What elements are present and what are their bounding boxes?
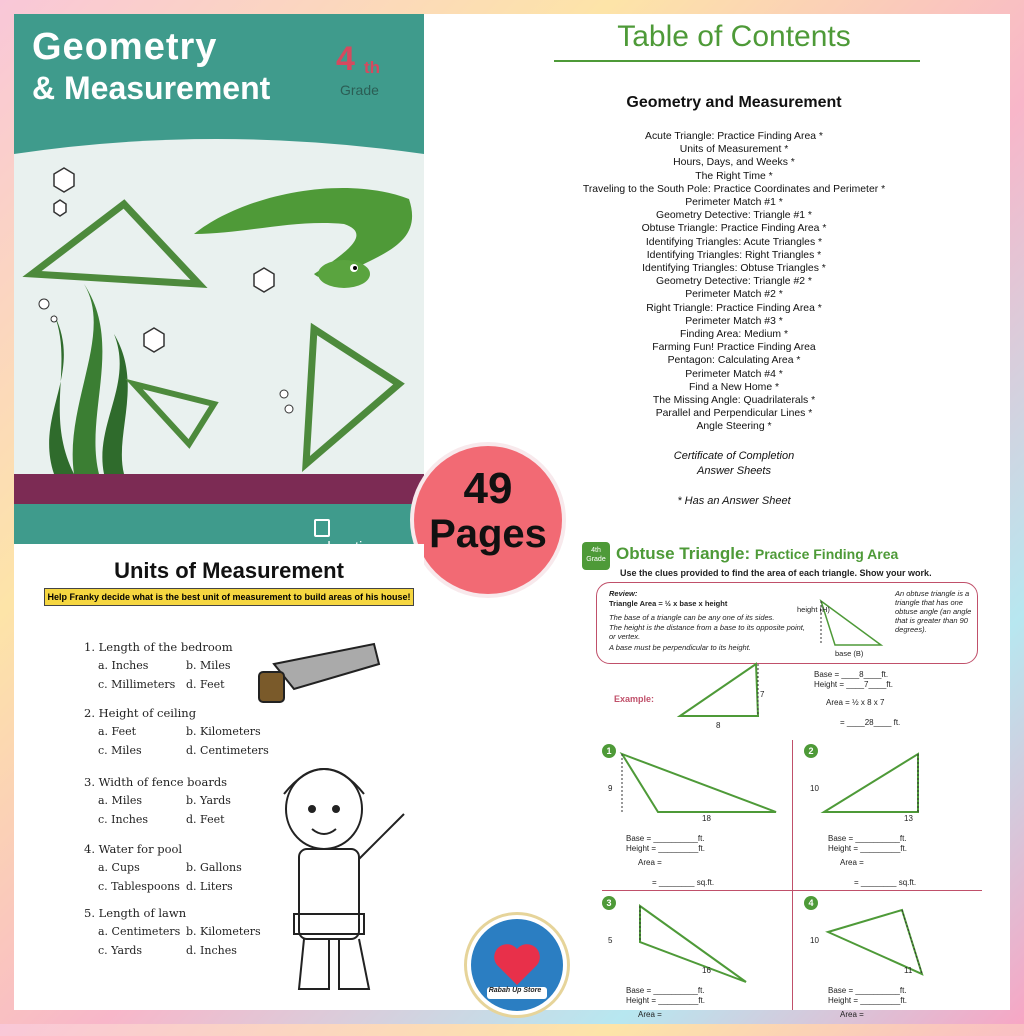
- side-label: 13: [904, 814, 913, 823]
- table-of-contents: [534, 14, 954, 524]
- example-area: Area = ½ x 8 x 7: [826, 698, 885, 707]
- example-height-side: 7: [760, 690, 765, 699]
- side-label: 10: [810, 784, 819, 793]
- answer-option: d. Inches: [186, 944, 237, 957]
- problem-4: [804, 896, 989, 1036]
- problem-triangle: [818, 750, 988, 836]
- toc-item: The Right Time *: [695, 170, 773, 182]
- review-label: Review:: [609, 589, 638, 598]
- problem-3: [602, 896, 787, 1036]
- toc-certificate: Certificate of Completion: [673, 450, 795, 462]
- book-icon: [314, 519, 330, 537]
- toc-item: Identifying Triangles: Obtuse Triangles *: [642, 263, 826, 275]
- toc-list: [534, 130, 934, 434]
- toc-item: Identifying Triangles: Right Triangles *: [646, 249, 822, 261]
- problem-1: [602, 744, 787, 887]
- answer-option: d. Feet: [186, 678, 225, 691]
- review-box: [596, 582, 978, 664]
- base-blank: Base = __________ft.: [626, 986, 705, 995]
- obtuse-title: [616, 544, 898, 564]
- heart-icon: [467, 915, 567, 1015]
- height-blank: Height = _________ft.: [828, 844, 907, 853]
- side-label: 16: [702, 966, 711, 975]
- grade-number: 4: [336, 40, 355, 78]
- answer-option: a. Cups: [98, 861, 140, 874]
- answer-option: c. Miles: [98, 744, 142, 757]
- book-cover: [14, 14, 424, 544]
- toc-item: Pentagon: Calculating Area *: [667, 355, 801, 367]
- toc-item: Geometry Detective: Triangle #2 *: [656, 276, 812, 288]
- grade-label: Grade: [340, 82, 379, 98]
- obtuse-instructions: Use the clues provided to find the area of each triangle. Show your work.: [620, 568, 932, 578]
- obtuse-title-rest: Practice Finding Area: [754, 546, 899, 562]
- question-text: 1. Length of the bedroom: [84, 640, 233, 654]
- answer-option: a. Feet: [98, 725, 137, 738]
- review-text-1: The base of a triangle can be any one of its sides.: [609, 613, 775, 622]
- review-text-3: A base must be perpendicular to its height.: [609, 643, 751, 652]
- cover-subtitle: & Measurement: [32, 70, 271, 106]
- toc-subheading: Geometry and Measurement: [626, 94, 842, 111]
- side-label: 18: [702, 814, 711, 823]
- problem-triangle: [616, 902, 786, 988]
- height-blank: Height = _________ft.: [626, 844, 705, 853]
- toc-item: Perimeter Match #1 *: [685, 197, 783, 209]
- toc-item: Geometry Detective: Triangle #1 *: [656, 210, 812, 222]
- problem-triangle: [616, 750, 786, 836]
- toc-item: Identifying Triangles: Acute Triangles *: [645, 236, 823, 248]
- answer-option: b. Miles: [186, 659, 231, 672]
- question-text: 3. Width of fence boards: [84, 775, 228, 789]
- answer-option: d. Liters: [186, 880, 233, 893]
- example-base: Base = ____8____ft.: [814, 670, 889, 679]
- answer-option: a. Inches: [98, 659, 149, 672]
- example-triangle: [672, 662, 772, 726]
- toc-item: Angle Steering *: [696, 421, 772, 433]
- obtuse-worksheet: [582, 534, 1002, 1019]
- height-blank: Height = _________ft.: [626, 996, 705, 1005]
- toc-item: Perimeter Match #4 *: [685, 368, 783, 380]
- toc-item: Parallel and Perpendicular Lines *: [655, 408, 813, 420]
- problem-2: [804, 744, 989, 887]
- toc-heading: Table of Contents: [617, 20, 851, 53]
- toc-item: Units of Measurement *: [679, 144, 789, 156]
- base-blank: Base = __________ft.: [828, 834, 907, 843]
- side-label: 9: [608, 784, 613, 793]
- store-logo: [464, 912, 570, 1018]
- product-collage: [14, 14, 1010, 1019]
- example-label: Example:: [614, 694, 655, 704]
- answer-option: a. Miles: [98, 794, 143, 807]
- answer-option: d. Feet: [186, 813, 225, 826]
- units-banner: Help Franky decide what is the best unit of measurement to build areas of his house!: [44, 588, 414, 606]
- base-label: base (B): [835, 649, 864, 658]
- toc-item: Find a New Home *: [688, 381, 780, 393]
- answer-option: c. Tablespoons: [98, 880, 180, 893]
- toc-item: Farming Fun! Practice Finding Area: [652, 342, 816, 354]
- height-blank: Height = _________ft.: [828, 996, 907, 1005]
- answer-option: c. Yards: [98, 944, 143, 957]
- side-label: 5: [608, 936, 613, 945]
- toc-item: Perimeter Match #3 *: [685, 315, 783, 327]
- toc-extras: [534, 449, 934, 479]
- example-base-side: 8: [716, 721, 721, 730]
- base-blank: Base = __________ft.: [828, 986, 907, 995]
- problem-number: 4: [804, 896, 818, 910]
- answer-option: c. Millimeters: [98, 678, 176, 691]
- toc-item: The Missing Angle: Quadrilaterals *: [652, 395, 816, 407]
- toc-item: Finding Area: Medium *: [679, 329, 788, 341]
- answer-option: b. Kilometers: [186, 725, 261, 738]
- area-blank: Area =: [840, 1010, 864, 1019]
- area-blank: Area =: [638, 1010, 662, 1019]
- side-label: 10: [810, 936, 819, 945]
- builder-illustration: [254, 644, 424, 1004]
- cover-illustration: [14, 134, 424, 504]
- toc-divider: [554, 60, 920, 62]
- obtuse-definition: An obtuse triangle is a triangle that has one obtuse angle (an angle that is greater than 90 degrees).: [895, 589, 972, 634]
- units-worksheet: [34, 544, 424, 1010]
- problem-number: 2: [804, 744, 818, 758]
- answer-option: c. Inches: [98, 813, 148, 826]
- review-diagram: [811, 591, 891, 657]
- area-blank: Area =: [638, 858, 662, 867]
- question-text: 5. Length of lawn: [84, 906, 187, 920]
- cover-title: Geometry: [32, 26, 218, 68]
- toc-answer-sheets: Answer Sheets: [697, 465, 771, 477]
- side-label: 11: [904, 966, 913, 975]
- toc-item: Hours, Days, and Weeks *: [673, 157, 795, 169]
- example-height: Height = ____7____ft.: [814, 680, 893, 689]
- units-title: Units of Measurement: [114, 558, 344, 583]
- formula: Triangle Area = ½ x base x height: [609, 599, 728, 608]
- grade-badge: [336, 36, 406, 106]
- page-count: 49: [463, 464, 513, 513]
- toc-item: Perimeter Match #2 *: [685, 289, 783, 301]
- obtuse-title-main: Obtuse Triangle:: [616, 544, 751, 563]
- grade-tag: 4th Grade: [582, 542, 610, 570]
- base-blank: Base = __________ft.: [626, 834, 705, 843]
- sqft-blank: = ________ sq.ft.: [854, 878, 917, 887]
- row-divider: [602, 890, 982, 891]
- answer-option: b. Kilometers: [186, 925, 261, 938]
- answer-option: b. Yards: [186, 794, 231, 807]
- answer-option: b. Gallons: [186, 861, 242, 874]
- toc-footnote: * Has an Answer Sheet: [677, 495, 791, 507]
- sqft-blank: = ________ sq.ft.: [652, 878, 715, 887]
- column-divider: [792, 740, 793, 1010]
- toc-item: Right Triangle: Practice Finding Area *: [646, 302, 822, 314]
- answer-option: a. Centimeters: [98, 925, 181, 938]
- review-text-2: The height is the distance from a base to its opposite point, or vertex.: [609, 623, 805, 641]
- problem-triangle: [818, 902, 988, 988]
- toc-item: Traveling to the South Pole: Practice Coordinates and Perimeter *: [582, 183, 886, 195]
- question-text: 4. Water for pool: [84, 842, 183, 856]
- area-blank: Area =: [840, 858, 864, 867]
- store-name: Rabah Up Store: [488, 987, 542, 994]
- page-count-badge: [414, 446, 562, 594]
- example-result: = ____28____ ft.: [840, 718, 901, 727]
- problem-number: 3: [602, 896, 616, 910]
- toc-item: Acute Triangle: Practice Finding Area *: [645, 131, 823, 142]
- question-text: 2. Height of ceiling: [84, 706, 197, 720]
- answer-option: d. Centimeters: [186, 744, 269, 757]
- page-label: Pages: [429, 512, 547, 556]
- height-label: height (H): [797, 605, 830, 614]
- problem-number: 1: [602, 744, 616, 758]
- grade-suffix: th: [364, 58, 381, 77]
- toc-item: Obtuse Triangle: Practice Finding Area *: [641, 223, 827, 235]
